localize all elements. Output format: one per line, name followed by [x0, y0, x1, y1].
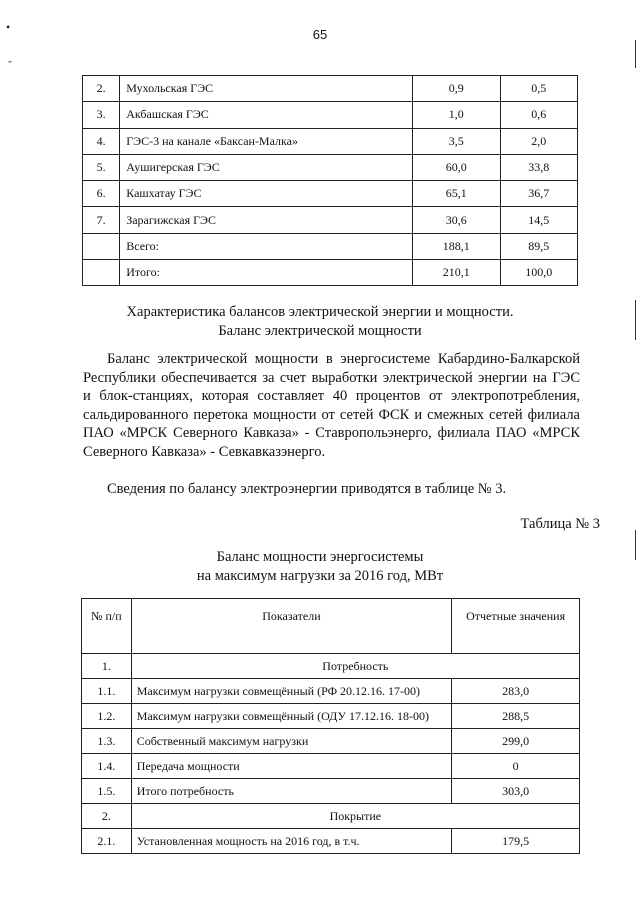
paragraph-line: Республики обеспечивается за счет выработки электрической энергии на ГЭС — [83, 369, 580, 386]
row-number: 5. — [83, 154, 120, 180]
header-indicator: Показатели — [131, 599, 452, 654]
value-1: 210,1 — [412, 260, 500, 286]
value-2: 0,5 — [500, 76, 578, 102]
table-row — [83, 102, 578, 128]
reported-value: 179,5 — [452, 829, 580, 854]
table-row — [83, 128, 578, 154]
value-2: 36,7 — [500, 181, 578, 207]
indicator: Максимум нагрузки совмещённый (РФ 20.12.16. 17-00) — [131, 679, 452, 704]
row-number: 2. — [83, 76, 120, 102]
power-balance-table — [81, 598, 580, 854]
margin-mark: • — [6, 20, 11, 34]
table-row — [83, 154, 578, 180]
paragraph-line: Сведения по балансу электроэнергии приводятся в таблице № 3. — [107, 481, 507, 497]
indicator: Передача мощности — [131, 754, 452, 779]
table-row — [82, 829, 580, 854]
station-name: Мухольская ГЭС — [120, 76, 413, 102]
value-1: 188,1 — [412, 233, 500, 259]
table-row — [82, 679, 580, 704]
value-1: 60,0 — [412, 154, 500, 180]
value-2: 2,0 — [500, 128, 578, 154]
value-2: 14,5 — [500, 207, 578, 233]
row-number: 1.5. — [82, 779, 132, 804]
reported-value: 303,0 — [452, 779, 580, 804]
indicator: Итого потребность — [131, 779, 452, 804]
paragraph-line: и блок-станциях, которая составляет 40 процентов от электропотребления, — [83, 388, 580, 404]
table-row — [83, 181, 578, 207]
paragraph-reference — [83, 480, 580, 499]
indicator: Максимум нагрузки совмещённый (ОДУ 17.12.16. 18-00) — [131, 704, 452, 729]
station-name: Акбашская ГЭС — [120, 102, 413, 128]
value-1: 0,9 — [412, 76, 500, 102]
row-number: 2. — [82, 804, 132, 829]
paragraph-line: Баланс электрической мощности в энергосистеме Кабардино-Балкарской — [107, 351, 580, 367]
station-name: Итого: — [120, 260, 413, 286]
station-name: ГЭС-3 на канале «Баксан-Малка» — [120, 128, 413, 154]
value-1: 1,0 — [412, 102, 500, 128]
station-name: Зарагижская ГЭС — [120, 207, 413, 233]
table3-title — [0, 548, 640, 586]
scan-edge-line — [635, 40, 636, 68]
row-number: 1.1. — [82, 679, 132, 704]
table-label: Таблица № 3 — [520, 516, 600, 532]
indicator: Установленная мощность на 2016 год, в т.ч. — [131, 829, 452, 854]
indicator: Собственный максимум нагрузки — [131, 729, 452, 754]
section-label: Покрытие — [131, 804, 579, 829]
value-1: 3,5 — [412, 128, 500, 154]
table-row — [82, 779, 580, 804]
section-title-line: Баланс электрической мощности — [218, 323, 422, 339]
row-number: 1.2. — [82, 704, 132, 729]
table-row — [83, 207, 578, 233]
row-number: 1.3. — [82, 729, 132, 754]
station-name: Всего: — [120, 233, 413, 259]
row-number: 2.1. — [82, 829, 132, 854]
value-2: 100,0 — [500, 260, 578, 286]
station-name: Аушигерская ГЭС — [120, 154, 413, 180]
paragraph-line: ПАО «МРСК Северного Кавказа» - Ставропольэнерго, филиала ПАО «МРСК — [83, 425, 580, 441]
table-row — [82, 804, 580, 829]
reported-value: 283,0 — [452, 679, 580, 704]
paragraph-line: Северного Кавказа» - Севкавказэнерго. — [83, 443, 326, 460]
table-row — [82, 654, 580, 679]
paragraph-power-balance — [83, 350, 580, 461]
row-number: 7. — [83, 207, 120, 233]
reported-value: 288,5 — [452, 704, 580, 729]
table-row — [82, 754, 580, 779]
section-title — [0, 303, 640, 341]
table-row — [83, 233, 578, 259]
hydro-stations-table — [82, 75, 578, 286]
row-number: 1. — [82, 654, 132, 679]
row-number: 1.4. — [82, 754, 132, 779]
table-row — [82, 704, 580, 729]
section-label: Потребность — [131, 654, 579, 679]
value-2: 89,5 — [500, 233, 578, 259]
value-1: 65,1 — [412, 181, 500, 207]
value-2: 33,8 — [500, 154, 578, 180]
header-value: Отчетные значения — [452, 599, 580, 654]
table3-title-line: Баланс мощности энергосистемы — [216, 549, 424, 565]
row-number: 3. — [83, 102, 120, 128]
row-number — [83, 233, 120, 259]
table-header-row — [82, 599, 580, 654]
table-row — [83, 76, 578, 102]
paragraph-line: сальдированного перетока мощности от сетей ФСК и смежных сетей филиала — [83, 406, 580, 423]
row-number — [83, 260, 120, 286]
reported-value: 299,0 — [452, 729, 580, 754]
row-number: 4. — [83, 128, 120, 154]
section-title-line: Характеристика балансов электрической энергии и мощности. — [126, 304, 514, 320]
value-2: 0,6 — [500, 102, 578, 128]
table-row — [82, 729, 580, 754]
header-num: № п/п — [82, 599, 132, 654]
station-name: Кашхатау ГЭС — [120, 181, 413, 207]
reported-value: 0 — [452, 754, 580, 779]
table3-title-line: на максимум нагрузки за 2016 год, МВт — [196, 568, 444, 584]
margin-mark: ˘ — [8, 58, 12, 72]
row-number: 6. — [83, 181, 120, 207]
page-number: 65 — [312, 27, 328, 42]
table-row — [83, 260, 578, 286]
value-1: 30,6 — [412, 207, 500, 233]
